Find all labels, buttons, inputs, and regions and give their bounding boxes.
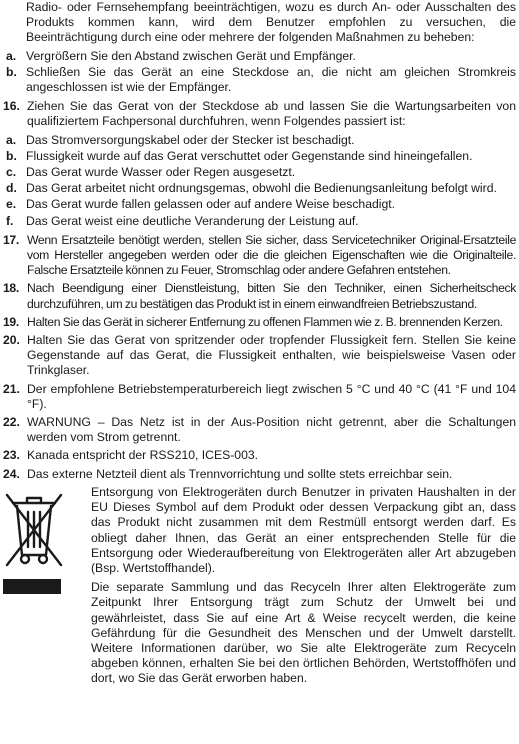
item-text: Ziehen Sie das Gerat von der Steckdose ab und lassen Sie die Wartungsarbeiten von qualifiziertem Fachpersonal durchfuhren, wenn Folgendes passiert ist: xyxy=(27,99,516,129)
list-item-text: Flussigkeit wurde auf das Gerat verschuttet oder Gegenstande sind hineingefallen. xyxy=(26,148,473,163)
item-text: Kanada entspricht der RSS210, ICES-003. xyxy=(27,448,259,463)
weee-texts xyxy=(91,485,516,691)
list-item xyxy=(6,181,516,196)
item-text: Halten Sie das Gerät in sicherer Entfernung zu offenen Flammen wie z. B. brennenden Kerzen. xyxy=(27,314,503,329)
item-number: 24. xyxy=(3,466,20,481)
item-number: 22. xyxy=(3,415,20,430)
list-item-label: c. xyxy=(6,165,17,180)
item-number: 20. xyxy=(3,333,20,348)
list-item-label: f. xyxy=(6,213,14,228)
list-item xyxy=(6,214,516,229)
numbered-item-21 xyxy=(3,382,516,412)
item16-sublist xyxy=(3,133,516,229)
list-item-text: Vergrößern Sie den Abstand zwischen Gerät und Empfänger. xyxy=(26,48,356,63)
numbered-item-20 xyxy=(3,333,516,379)
intro-sublist xyxy=(3,49,516,96)
list-item xyxy=(6,65,516,95)
item-text: Halten Sie das Gerat von spritzender oder tropfender Flussigkeit fern. Stellen Sie keine Gegenstande auf das Gerat, die Flussigkeit enthalten, wie beispielsweise Vasen oder Trinkglaser. xyxy=(27,333,516,378)
intro-paragraph: Radio- oder Fernsehempfang beeinträchtigen, wozu es durch An- oder Ausschalten des Produkts kommen kann, wird dem Benutzer empfohlen zu versuchen, die Beeinträchtigung durch eine oder mehrere der folgenden Maßnahmen zu beheben: xyxy=(26,0,516,45)
list-item xyxy=(6,133,516,148)
list-item xyxy=(6,49,516,64)
list-item-text: Das Stromversorgungskabel oder der Stecker ist beschadigt. xyxy=(26,132,355,147)
item-text: Nach Beendigung einer Dienstleistung, bitten Sie den Techniker, einen Sicherheitscheck durchzuführen, um zu bestätigen das Produkt ist in einem einwandfreien Betriebszustand. xyxy=(27,281,516,311)
item-text: Wenn Ersatzteile benötigt werden, stellen Sie sicher, dass Servicetechniker Original-Ersatzteile vom Hersteller angegeben werden oder die die gleichen Eigenschaften wie die Originalteile. Falsche Ersatzteile können zu Feuer, Stromschlag oder andere Gefahren entstehen. xyxy=(27,232,516,278)
list-item-text: Schließen Sie das Gerät an eine Steckdose an, die nicht am gleichen Stromkreis angeschlossen ist wie der Empfänger. xyxy=(26,64,516,95)
item-number: 17. xyxy=(3,232,19,247)
list-item-label: a. xyxy=(6,48,17,63)
list-item-label: e. xyxy=(6,197,17,212)
item-number: 19. xyxy=(3,314,19,329)
numbered-item-24 xyxy=(3,467,516,482)
numbered-item-22 xyxy=(3,415,516,445)
weee-black-bar xyxy=(3,579,61,594)
item-text: Das externe Netzteil dient als Trennvorrichtung und sollte stets erreichbar sein. xyxy=(27,466,453,481)
list-item-text: Das Gerat arbeitet nicht ordnungsgemas, obwohl die Bedienungsanleitung befolgt wird. xyxy=(26,181,497,196)
weee-paragraph-2: Die separate Sammlung und das Recyceln Ihrer alten Elektrogeräte zum Zeitpunkt Ihrer Entsorgung trägt zum Schutz der Umwelt bei und gewährleistet, dass Sie auf eine Art & Weise recycelt werden, die keine Gefährdung für die Gesundheit des Menschen und der Umwelt darstellt. Weitere Informationen darüber, wo Sie alte Elektrogeräte zum Recyceln abgeben können, erhalten Sie bei den örtlichen Behörden, Wertstoffhöfen und dort, wo Sie das Gerät erworben haben. xyxy=(91,580,516,686)
list-item-label: a. xyxy=(6,132,17,147)
list-item-text: Das Gerat wurde fallen gelassen oder auf andere Weise beschadigt. xyxy=(26,197,396,212)
weee-section xyxy=(3,485,516,691)
list-item xyxy=(6,149,516,164)
item-text: WARNUNG – Das Netz ist in der Aus-Position nicht getrennt, aber die Schaltungen werden vom Strom getrennt. xyxy=(27,415,516,445)
item-number: 21. xyxy=(3,381,20,396)
list-item-label: b. xyxy=(6,148,17,163)
list-item-text: Das Gerat wurde Wasser oder Regen ausgesetzt. xyxy=(26,165,296,180)
numbered-item-16 xyxy=(3,99,516,129)
list-item xyxy=(6,165,516,180)
item-number: 16. xyxy=(3,99,20,114)
numbered-item-19 xyxy=(3,315,516,330)
numbered-item-18 xyxy=(3,281,516,311)
weee-symbol xyxy=(3,485,91,691)
crossed-out-wheelie-bin-icon xyxy=(3,489,65,571)
numbered-item-17 xyxy=(3,233,516,279)
list-item-label: d. xyxy=(6,181,17,196)
list-item xyxy=(6,197,516,212)
numbered-item-23 xyxy=(3,448,516,463)
list-item-text: Das Gerat weist eine deutliche Veranderung der Leistung auf. xyxy=(26,213,359,228)
weee-paragraph-1: Entsorgung von Elektrogeräten durch Benutzer in privaten Haushalten in der EU Dieses Symbol auf dem Produkt oder dessen Verpackung gibt an, dass das Produkt nicht zusammen mit dem Restmüll entsorgt werden darf. Es obliegt daher Ihnen, das Gerät an einer entsprechenden Stelle für die Entsorgung oder Wiederaufbereitung von Elektrogeräten aller Art abzugeben (Bsp. Wertstoffhandel). xyxy=(91,484,516,575)
item-number: 18. xyxy=(3,281,19,296)
item-text: Der empfohlene Betriebstemperaturbereich liegt zwischen 5 °C und 40 °C (41 °F und 104 °F). xyxy=(27,381,516,411)
list-item-label: b. xyxy=(6,64,17,79)
item-number: 23. xyxy=(3,448,20,463)
